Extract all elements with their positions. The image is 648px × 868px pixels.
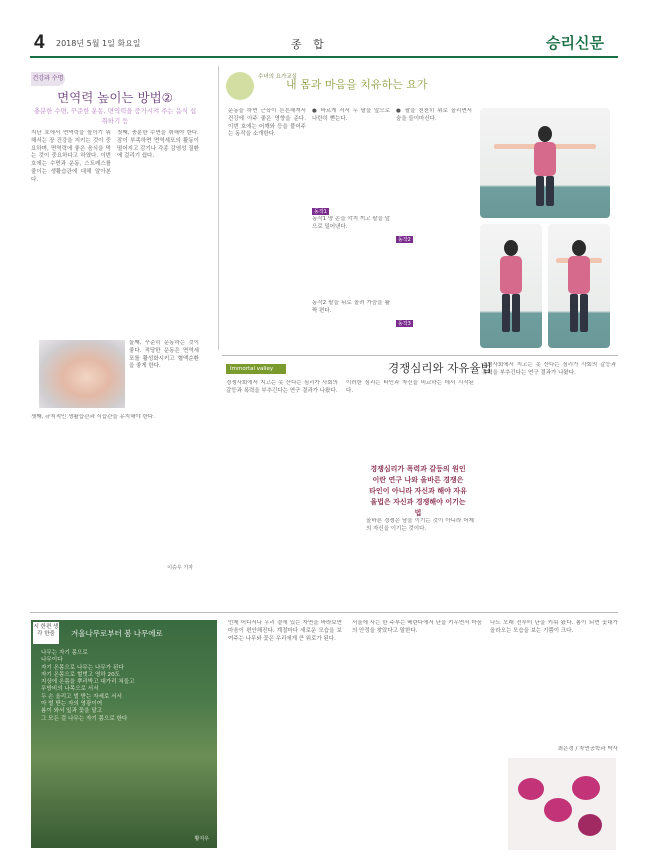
poem-line: 아 벌 받는 자의 영광이여 — [41, 701, 103, 708]
yoga-paragraph: 동작2 팔을 뒤로 돌려 가슴을 활짝 편다. — [312, 300, 390, 314]
section-name: 종 합 — [291, 38, 328, 51]
health-paragraph: 둘째, 꾸준히 운동하는 것이 좋다. 적당한 운동은 면역세포를 활성화시키고 혈액순환을 좋게 한다. — [129, 340, 199, 370]
immortal-headline: 경쟁심리와 자유율법 — [388, 361, 492, 375]
yoga-kicker: 수녀의 요가교실 — [258, 74, 297, 80]
poem-line: 무방비의 나목으로 서서 — [41, 686, 99, 693]
yoga-title: 내 몸과 마음을 치유하는 요가 — [286, 78, 428, 91]
baby-photo — [39, 340, 125, 408]
yoga-paragraph: 운동을 하면 근육이 튼튼해져서 건강에 아주 좋은 영향을 준다. 이번 호에는 어깨와 등을 풀어주는 동작을 소개한다. — [228, 108, 306, 138]
pull-quote: 경쟁심리가 폭력과 갈등의 원인이란 연구 나와 올바른 경쟁은 타인이 아니라 자신과 해야 자유율법은 자신과 경쟁해야 이기는 법 — [369, 465, 467, 517]
yoga-paragraph: ● 팔을 천천히 위로 올리면서 숨을 들이마신다. — [396, 108, 472, 122]
poem-line: 나무이다 — [41, 657, 63, 664]
poem-line: 자기 온몸으로 나무는 나무가 된다 — [41, 664, 124, 671]
essay-byline: 최은경 / 자연공학과 박사 — [557, 746, 618, 752]
column-divider — [218, 66, 219, 350]
health-headline: 면역력 높이는 방법② — [57, 90, 173, 105]
page-number: 4 — [34, 32, 45, 53]
yoga-step-tag: 동작3 — [398, 321, 411, 327]
essay-paragraph: 나도 오래 전부터 난을 키워 왔다. 봄이 되면 꽃대가 올라오는 모습을 보는 기쁨이 크다. — [490, 620, 618, 634]
immortal-paragraph: 올바른 경쟁은 남을 이기는 것이 아니라 어제의 자신을 이기는 것이다. — [366, 518, 474, 532]
yoga-photo-2 — [480, 224, 542, 348]
essay-paragraph: 언제 어디서나 우리 곁에 있는 자연을 바라보면 마음이 편안해진다. 계절마다 새로운 모습을 보여주는 나무와 꽃은 우리에게 큰 위로가 된다. — [228, 620, 342, 642]
poem-line: 나무는 자기 몸으로 — [41, 650, 88, 656]
health-paragraph: 첫째, 충분한 수면을 취해야 한다. 잠이 부족하면 면역세포의 활동이 떨어지고 감기나 각종 감염성 질환에 걸리기 쉽다. — [117, 130, 199, 160]
yoga-step-tag: 동작1 — [314, 209, 327, 215]
yoga-logo — [226, 72, 254, 100]
immortal-paragraph: 이러한 심리는 타인과 자신을 비교하는 데서 시작된다. — [346, 380, 474, 394]
section-rule — [222, 355, 618, 356]
health-subtitle: 충분한 수면, 꾸준한 운동, 면역력을 증가시켜 주는 음식 섭취하기 등 — [33, 107, 197, 125]
poem-line: 지상에 온몸을 뿌리박고 대가리 쳐들고 — [41, 679, 135, 686]
poem-line: 자기 온몸으로 헐벗고 영하 20도 — [41, 671, 121, 678]
poem-lines — [41, 650, 209, 723]
section-rule — [30, 612, 618, 613]
immortal-tag: Immortal valley — [226, 364, 286, 374]
orchid-photo — [508, 758, 616, 850]
poem-tag: 시 한편 생각 한줌 — [33, 622, 59, 644]
health-byline: 이승우 기자 — [167, 565, 193, 571]
health-kicker: 건강과 수명 — [31, 72, 65, 86]
page-header — [0, 0, 648, 56]
poem-line: 그 모든 걸 나무는 자기 몸으로 한다 — [41, 715, 128, 722]
newspaper-name: 승리신문 — [546, 34, 604, 52]
poem-box — [31, 620, 217, 848]
health-paragraph: 셋째, 규칙적인 생활습관과 식습관을 유지해야 한다. — [31, 414, 155, 420]
poem-author: 황지우 — [194, 836, 209, 842]
issue-date: 2018년 5월 1일 화요일 — [56, 39, 141, 48]
poem-line: 두 손 올리고 벌 받는 자세로 서서 — [41, 693, 122, 700]
yoga-photo-1 — [480, 108, 610, 218]
poem-title: 겨울나무로부터 봄 나무에로 — [71, 629, 163, 638]
yoga-step-tag: 동작2 — [398, 237, 411, 243]
immortal-paragraph: 경쟁사회에서 지고는 못 산다는 심리가 사회의 갈등과 폭력을 부추긴다는 연구 결과가 나왔다. — [226, 380, 338, 394]
health-article — [31, 66, 199, 571]
yoga-paragraph: ● 바르게 서서 두 팔을 앞으로 나란히 뻗는다. — [312, 108, 390, 122]
header-rule — [30, 56, 618, 58]
yoga-paragraph: 동작1 양 손을 깍지 끼고 팔을 앞으로 밀어낸다. — [312, 216, 390, 230]
health-paragraph: 지난 호에서 면역력을 높이기 위해서는 장 건강을 지키는 것이 중요하며, 면역력에 좋은 음식을 먹는 것이 중요하다고 하였다. 이번 호에는 수면과 운동, 스트레스를 줄이는 생활습관에 대해 알아본다. — [31, 130, 111, 183]
essay-paragraph: 서울에 사는 한 주부는 베란다에서 난을 키우면서 마음의 안정을 찾았다고 말한다. — [352, 620, 482, 634]
yoga-photo-3 — [548, 224, 610, 348]
yoga-header — [226, 70, 626, 104]
poem-line: 봄이 와서 잎과 꽃을 달고 — [41, 708, 103, 715]
immortal-paragraph: 경쟁사회에서 지고는 못 산다는 심리가 사회의 갈등과 폭력을 부추긴다는 연구 결과가 나왔다. — [482, 362, 616, 376]
